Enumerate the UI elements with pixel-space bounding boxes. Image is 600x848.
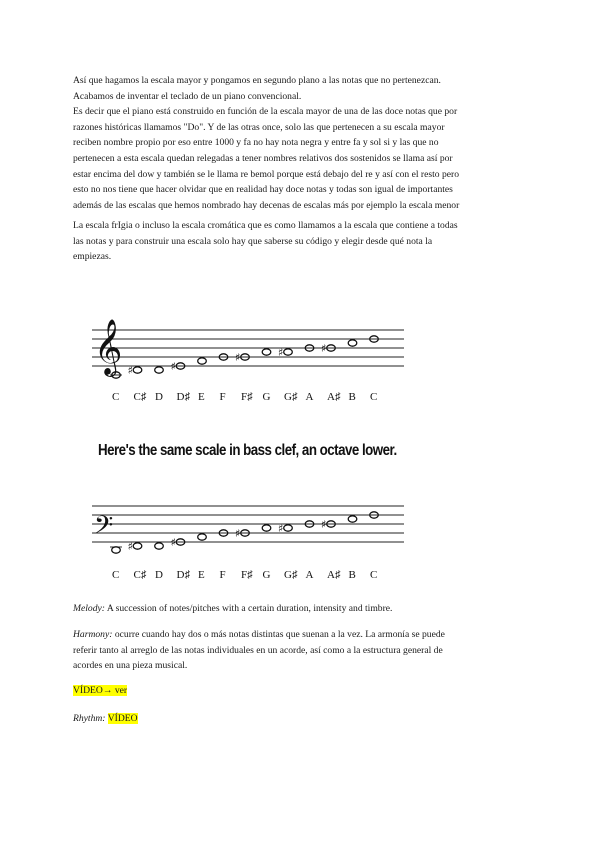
note-name-label: G♯ bbox=[284, 569, 298, 581]
sharp-icon: ♯ bbox=[278, 522, 284, 535]
note-name-label: B bbox=[348, 391, 356, 403]
note-name-label: D bbox=[155, 569, 163, 581]
note-name-label: E bbox=[198, 391, 205, 403]
sharp-icon: ♯ bbox=[321, 518, 327, 531]
note-name-label: A bbox=[305, 569, 314, 581]
note-name-label: C bbox=[112, 391, 120, 403]
note-name-label: A♯ bbox=[327, 391, 341, 403]
note-name-label: A bbox=[305, 391, 314, 403]
paragraph-chromatic-scale bbox=[73, 218, 527, 265]
sharp-icon: ♯ bbox=[127, 364, 133, 377]
text-line: reciben nombre propio por eso entre 1000 y fa no hay nota negra y entre fa y sol si y las que no bbox=[73, 137, 439, 149]
note-name-label: E bbox=[198, 569, 205, 581]
bass-clef-caption: Here's the same scale in bass clef, an octave lower. bbox=[98, 442, 397, 459]
paragraph-scale-intro bbox=[73, 73, 527, 213]
whole-note bbox=[198, 358, 207, 364]
text-line: razones históricas llamamos "Do". Y de las otras once, solo las que pertenecen a su escala mayor bbox=[73, 121, 445, 133]
sharp-icon: ♯ bbox=[170, 536, 176, 549]
note-name-label: D♯ bbox=[176, 391, 190, 403]
video-line bbox=[73, 684, 127, 698]
text-line: las notas y para construir una escala solo hay que saberse su código y elegir desde qué nota la bbox=[73, 235, 433, 247]
text-line: Es decir que el piano está construido en función de la escala mayor de una de las doce notas que por bbox=[73, 106, 458, 118]
whole-note bbox=[284, 349, 293, 355]
sharp-icon: ♯ bbox=[170, 360, 176, 373]
rhythm-line bbox=[73, 712, 138, 726]
rhythm-video-link[interactable]: VÍDEO bbox=[107, 713, 138, 724]
note-name-label: B bbox=[348, 569, 356, 581]
text-line: empiezas. bbox=[73, 251, 112, 263]
harmony-line: referir tanto al arreglo de las notas individuales en un acorde, así como a la estructura general de bbox=[73, 644, 443, 656]
note-name-label: F bbox=[219, 569, 226, 581]
note-name-label: C bbox=[112, 569, 120, 581]
whole-note bbox=[262, 525, 271, 531]
harmony-definition bbox=[73, 627, 527, 674]
note-name-label: F♯ bbox=[241, 569, 253, 581]
note-name-label: C♯ bbox=[133, 391, 147, 403]
note-name-label: G bbox=[262, 569, 271, 581]
harmony-line: acordes en una pieza musical. bbox=[73, 660, 188, 672]
whole-note bbox=[155, 543, 164, 549]
text-line: Así que hagamos la escala mayor y pongamos en segundo plano a las notas que no pertenezcan. bbox=[73, 75, 441, 86]
note-name-label: D bbox=[155, 391, 163, 403]
sharp-icon: ♯ bbox=[321, 342, 327, 355]
whole-note bbox=[155, 367, 164, 373]
text-line: estar encima del dow y también se le llama re bemol porque está debajo del re y así con el resto pero bbox=[73, 168, 460, 180]
whole-note bbox=[133, 367, 142, 373]
note-name-label: G♯ bbox=[284, 391, 298, 403]
note-name-label: F♯ bbox=[241, 391, 253, 403]
rhythm-term: Rhythm: bbox=[73, 713, 106, 724]
melody-text: A succession of notes/pitches with a certain duration, intensity and timbre. bbox=[106, 603, 393, 614]
whole-note bbox=[348, 516, 357, 522]
text-line: esto no nos tiene que hacer olvidar que en realidad hay doce notas y todas son igual de importantes bbox=[73, 184, 453, 196]
sharp-icon: ♯ bbox=[127, 540, 133, 553]
text-line: La escala frIgia o incluso la escala cromática que es como llamamos a la escala que contiene a todas bbox=[73, 220, 458, 231]
whole-note bbox=[112, 547, 121, 553]
note-name-label: C bbox=[370, 391, 378, 403]
note-name-label: A♯ bbox=[327, 569, 341, 581]
whole-note bbox=[198, 534, 207, 540]
sharp-icon: ♯ bbox=[235, 527, 241, 540]
whole-note bbox=[348, 340, 357, 346]
bass-clef-icon: 𝄢 bbox=[94, 511, 114, 546]
harmony-term: Harmony: bbox=[73, 629, 113, 640]
melody-definition bbox=[73, 602, 392, 616]
whole-note bbox=[284, 525, 293, 531]
harmony-line bbox=[73, 627, 527, 643]
whole-note bbox=[262, 349, 271, 355]
treble-clef-icon: 𝄞 bbox=[94, 319, 123, 375]
note-name-label: C bbox=[370, 569, 378, 581]
text-line: Acabamos de inventar el teclado de un piano convencional. bbox=[73, 90, 302, 102]
sharp-icon: ♯ bbox=[235, 351, 241, 364]
video-link[interactable]: VÍDEO→ ver bbox=[73, 685, 128, 696]
text-line: además de las escalas que hemos nombrado hay decenas de escalas más por ejemplo la escala menor bbox=[73, 199, 460, 211]
text-line: pertenecen a esta escala quedan relegadas a tener nombres relativos dos sostenidos se llama así por bbox=[73, 152, 453, 164]
whole-note bbox=[133, 543, 142, 549]
harmony-text: ocurre cuando hay dos o más notas distintas que suenan a la vez. La armonía se puede bbox=[114, 629, 445, 640]
chromatic-scale-figure bbox=[92, 300, 412, 590]
note-name-label: G bbox=[262, 391, 271, 403]
melody-term: Melody: bbox=[73, 603, 105, 614]
note-name-label: D♯ bbox=[176, 569, 190, 581]
note-name-label: F bbox=[219, 391, 226, 403]
note-name-label: C♯ bbox=[133, 569, 147, 581]
sharp-icon: ♯ bbox=[278, 346, 284, 359]
